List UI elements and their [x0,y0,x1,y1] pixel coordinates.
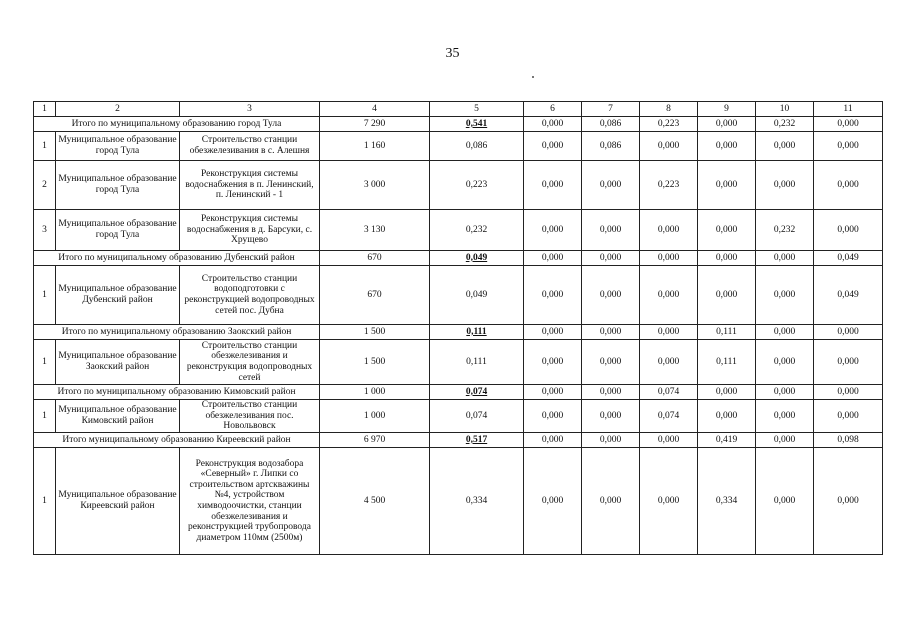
value-cell: 670 [320,251,430,266]
value-cell: 0,049 [430,251,524,266]
row-number: 1 [34,448,56,555]
header-row [34,102,883,117]
value-cell: 0,000 [814,448,883,555]
value-cell: 0,000 [814,132,883,161]
value-cell: 0,000 [524,325,582,340]
value-cell: 0,000 [524,340,582,385]
value-cell: 0,074 [430,385,524,400]
value-cell: 0,000 [582,251,640,266]
value-cell: 0,232 [430,210,524,251]
value-cell: 1 500 [320,325,430,340]
table-row [34,266,883,325]
value-cell: 0,000 [524,161,582,210]
value-cell: 0,000 [640,340,698,385]
value-cell: 0,000 [814,210,883,251]
table-row [34,340,883,385]
value-cell: 0,000 [814,385,883,400]
value-cell: 0,049 [430,266,524,325]
value-cell: 0,000 [524,400,582,433]
value-cell: 0,000 [582,325,640,340]
object-cell: Реконструкция водозабора «Северный» г. Липки со строительством артскважины №4, устройством химводоочистки, станции обезжелезивания и реконструкцией трубопровода диаметром 110мм (2500м) [180,448,320,555]
value-cell: 0,086 [582,132,640,161]
header-cell: 9 [698,102,756,117]
page-number: 35 [445,46,460,61]
header-cell: 2 [56,102,180,117]
municipality-cell: Муниципальное образование Дубенский район [56,266,180,325]
value-cell: 0,049 [814,266,883,325]
value-cell: 0,000 [640,251,698,266]
value-cell: 0,541 [430,117,524,132]
table-row [34,210,883,251]
header-cell: 7 [582,102,640,117]
value-cell: 0,000 [524,117,582,132]
value-cell: 0,000 [698,266,756,325]
value-cell: 0,000 [814,325,883,340]
table-row [34,132,883,161]
value-cell: 0,000 [698,161,756,210]
header-cell: 10 [756,102,814,117]
value-cell: 3 130 [320,210,430,251]
value-cell: 0,000 [582,448,640,555]
value-cell: 0,000 [756,448,814,555]
value-cell: 0,000 [582,266,640,325]
value-cell: 0,000 [698,385,756,400]
object-cell: Строительство станции водоподготовки с реконструкцией водопроводных сетей пос. Дубна [180,266,320,325]
row-number: 1 [34,132,56,161]
municipality-cell: Муниципальное образование Кимовский район [56,400,180,433]
municipality-cell: Муниципальное образование город Тула [56,161,180,210]
value-cell: 0,000 [756,400,814,433]
value-cell: 0,000 [524,251,582,266]
value-cell: 0,000 [582,433,640,448]
value-cell: 0,111 [430,325,524,340]
value-cell: 0,000 [756,385,814,400]
value-cell: 0,000 [814,400,883,433]
value-cell: 0,000 [582,340,640,385]
value-cell: 0,000 [814,117,883,132]
value-cell: 0,074 [640,400,698,433]
total-row [34,251,883,266]
value-cell: 0,223 [640,117,698,132]
value-cell: 0,000 [756,340,814,385]
total-label: Итого по муниципальному образованию город Тула [34,117,320,132]
value-cell: 0,232 [756,210,814,251]
total-label: Итого по муниципальному образованию Заокский район [34,325,320,340]
table-row [34,161,883,210]
value-cell: 670 [320,266,430,325]
row-number: 2 [34,161,56,210]
value-cell: 4 500 [320,448,430,555]
value-cell: 0,223 [430,161,524,210]
value-cell: 0,223 [640,161,698,210]
municipality-cell: Муниципальное образование город Тула [56,132,180,161]
value-cell: 0,000 [698,251,756,266]
value-cell: 1 500 [320,340,430,385]
value-cell: 0,074 [430,400,524,433]
value-cell: 0,086 [582,117,640,132]
municipality-cell: Муниципальное образование Киреевский район [56,448,180,555]
value-cell: 0,111 [698,340,756,385]
value-cell: 0,000 [640,325,698,340]
value-cell: 0,000 [524,210,582,251]
row-number: 1 [34,266,56,325]
value-cell: 0,086 [430,132,524,161]
value-cell: 0,517 [430,433,524,448]
value-cell: 0,000 [814,161,883,210]
header-cell: 5 [430,102,524,117]
value-cell: 0,334 [430,448,524,555]
municipality-cell: Муниципальное образование город Тула [56,210,180,251]
total-row [34,433,883,448]
header-cell: 8 [640,102,698,117]
value-cell: 0,000 [756,132,814,161]
value-cell: 0,111 [698,325,756,340]
value-cell: 0,074 [640,385,698,400]
value-cell: 0,000 [524,448,582,555]
municipality-cell: Муниципальное образование Заокский район [56,340,180,385]
value-cell: 3 000 [320,161,430,210]
value-cell: 0,000 [582,161,640,210]
header-cell: 11 [814,102,883,117]
value-cell: 0,000 [640,433,698,448]
value-cell: 0,098 [814,433,883,448]
total-row [34,325,883,340]
scan-speck [532,76,534,78]
data-table [33,101,883,555]
value-cell: 0,000 [524,433,582,448]
value-cell: 0,000 [640,448,698,555]
value-cell: 0,000 [582,385,640,400]
value-cell: 0,000 [756,325,814,340]
total-row [34,117,883,132]
value-cell: 0,000 [698,210,756,251]
value-cell: 0,000 [582,210,640,251]
total-label: Итого муниципальному образованию Киреевский район [34,433,320,448]
value-cell: 0,000 [582,400,640,433]
table-row [34,400,883,433]
value-cell: 0,000 [524,385,582,400]
value-cell: 0,000 [640,210,698,251]
value-cell: 7 290 [320,117,430,132]
value-cell: 0,000 [524,266,582,325]
value-cell: 0,419 [698,433,756,448]
table-row [34,448,883,555]
value-cell: 0,000 [756,266,814,325]
object-cell: Строительство станции обезжелезивания пос. Новольвовск [180,400,320,433]
value-cell: 0,000 [640,132,698,161]
value-cell: 0,111 [430,340,524,385]
object-cell: Строительство станции обезжелезивания и реконструкция водопроводных сетей [180,340,320,385]
value-cell: 0,049 [814,251,883,266]
value-cell: 0,000 [524,132,582,161]
row-number: 1 [34,400,56,433]
row-number: 1 [34,340,56,385]
value-cell: 1 000 [320,400,430,433]
value-cell: 1 000 [320,385,430,400]
value-cell: 0,000 [698,132,756,161]
object-cell: Реконструкция системы водоснабжения в п. Ленинский, п. Ленинский - 1 [180,161,320,210]
total-label: Итого по муниципальному образованию Дубенский район [34,251,320,266]
header-cell: 6 [524,102,582,117]
total-row [34,385,883,400]
value-cell: 0,000 [698,117,756,132]
value-cell: 0,000 [640,266,698,325]
object-cell: Реконструкция системы водоснабжения в д. Барсуки, с. Хрущево [180,210,320,251]
value-cell: 0,334 [698,448,756,555]
header-cell: 3 [180,102,320,117]
value-cell: 0,000 [756,251,814,266]
value-cell: 6 970 [320,433,430,448]
header-cell: 4 [320,102,430,117]
value-cell: 1 160 [320,132,430,161]
total-label: Итого по муниципальному образованию Кимовский район [34,385,320,400]
object-cell: Строительство станции обезжелезивания в с. Алешня [180,132,320,161]
row-number: 3 [34,210,56,251]
value-cell: 0,000 [756,433,814,448]
value-cell: 0,000 [698,400,756,433]
header-cell: 1 [34,102,56,117]
value-cell: 0,000 [814,340,883,385]
value-cell: 0,232 [756,117,814,132]
value-cell: 0,000 [756,161,814,210]
